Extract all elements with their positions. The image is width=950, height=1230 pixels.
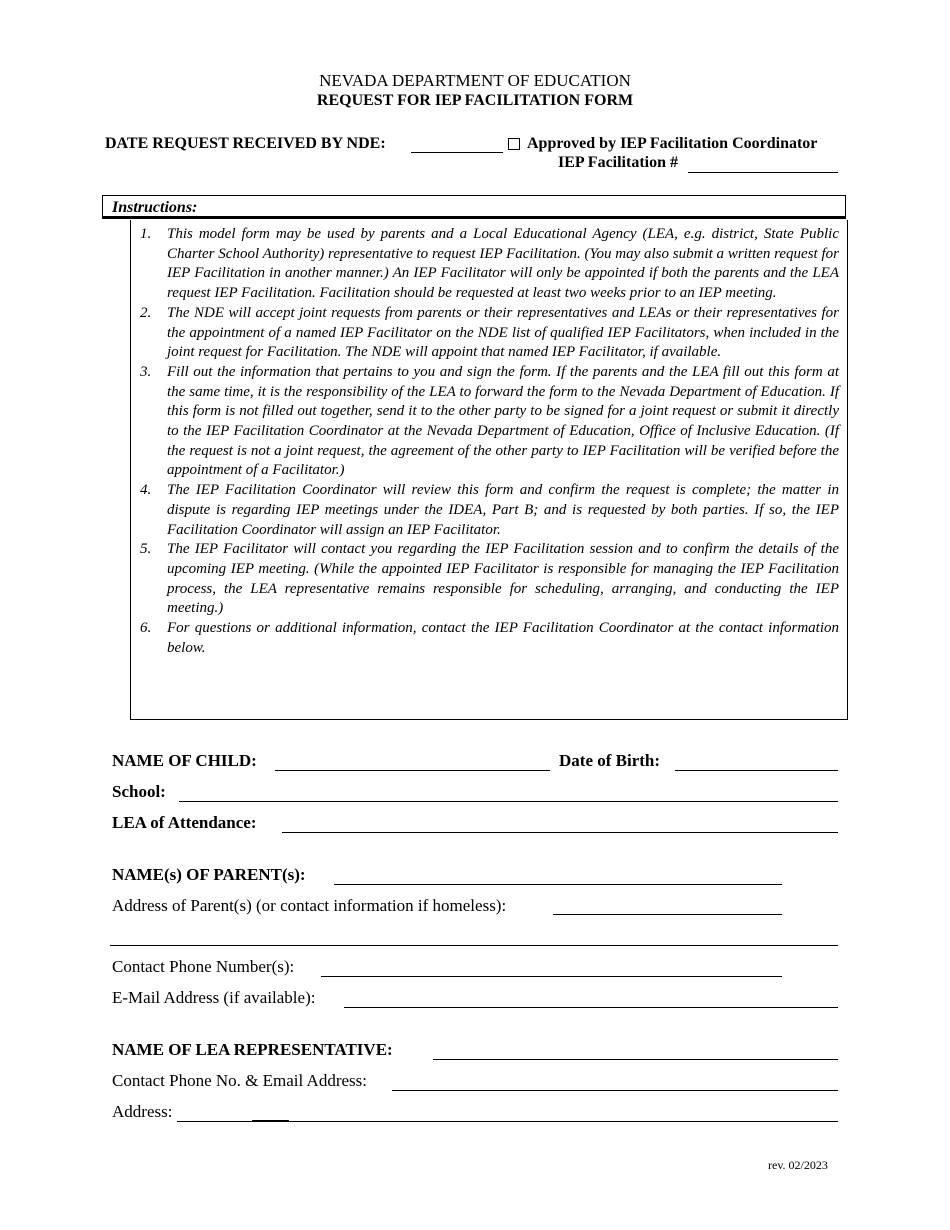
approved-checkbox[interactable] [508,138,520,150]
lea-rep-address-label: Address: [112,1102,173,1121]
facilitation-number-field[interactable] [688,172,838,173]
school-field[interactable] [179,801,838,802]
instruction-item [137,225,839,304]
date-of-birth-label: Date of Birth: [559,751,661,770]
lea-attendance-label: LEA of Attendance: [112,813,257,832]
parent-phone-field[interactable] [321,976,782,977]
parent-name-label: NAME(s) OF PARENT(s): [112,865,306,884]
lea-rep-name-label: NAME OF LEA REPRESENTATIVE: [112,1040,393,1059]
instruction-item [137,619,839,658]
instruction-text: The IEP Facilitator will contact you regarding the IEP Facilitation session and to confirm the details of the upcoming IEP meeting. (While the appointed IEP Facilitator is responsible for managing the IEP Facilitation process, the LEA representative remains responsible for scheduling, arranging, and conducting the IEP meeting.) [167,541,839,617]
instruction-text: This model form may be used by parents and a Local Educational Agency (LEA, e.g. district, State Public Charter School Authority) representative to request IEP Facilitation. (You may also submit a written request for IEP Facilitation in another manner.) An IEP Facilitator will only be appointed if both the parents and the LEA request IEP Facilitation. Facilitation should be requested at least two weeks prior to an IEP meeting. [167,226,839,302]
instruction-item [137,481,839,540]
school-label: School: [112,782,166,801]
instructions-header [102,195,846,219]
instructions-list [137,225,839,658]
instruction-number: 2. [140,304,152,321]
instruction-number: 6. [140,620,152,637]
approved-label: Approved by IEP Facilitation Coordinator [527,135,818,152]
parent-email-field[interactable] [344,1007,838,1008]
parent-email-label: E-Mail Address (if available): [112,988,316,1007]
date-of-birth-field[interactable] [675,770,838,771]
instruction-number: 4. [140,482,152,499]
instruction-number: 5. [140,541,152,558]
parent-address-field[interactable] [553,914,782,915]
instruction-text: The NDE will accept joint requests from parents or their representatives and LEAs or their representatives for the appointment of a named IEP Facilitator on the NDE list of qualified IEP Facilitators, when included in the joint request for Facilitation. The NDE will appoint that named IEP Facilitator, if available. [167,304,839,361]
child-name-field[interactable] [275,770,550,771]
form-title: REQUEST FOR IEP FACILITATION FORM [316,92,634,109]
instruction-item [137,363,839,481]
instruction-item [137,304,839,363]
instruction-text: The IEP Facilitation Coordinator will review this form and confirm the request is complete; the matter in dispute is regarding IEP meetings under the IDEA, Part B; and is requested by both parties. If so, the IEP Facilitation Coordinator will assign an IEP Facilitator. [167,482,839,538]
parent-phone-label: Contact Phone Number(s): [112,957,295,976]
date-received-field[interactable] [411,152,503,153]
child-name-label: NAME OF CHILD: [112,751,257,770]
lea-rep-name-field[interactable] [433,1059,838,1060]
facilitation-number-label: IEP Facilitation # [558,154,678,171]
instruction-item [137,540,839,619]
revision-date: rev. 02/2023 [768,1158,828,1172]
lea-rep-contact-label: Contact Phone No. & Email Address: [112,1071,367,1090]
parent-address-field-line-2[interactable] [110,945,838,946]
instruction-text: Fill out the information that pertains to you and sign the form. If the parents and the LEA fill out this form at the same time, it is the responsibility of the LEA to forward the form to the Nevada Department of Education. If this form is not filled out together, send it to the other party to be signed for a joint request or submit it directly to the IEP Facilitation Coordinator at the Nevada Department of Education, Office of Inclusive Education. (If the request is not a joint request, the agreement of the other party to IEP Facilitation will be verified before the appointment of a Facilitator.) [167,363,839,479]
instructions-heading: Instructions: [112,199,198,216]
instruction-number: 1. [140,226,152,242]
instruction-text: For questions or additional information, contact the IEP Facilitation Coordinator at the contact information below. [167,620,839,656]
lea-rep-contact-field[interactable] [392,1090,838,1091]
parent-address-label: Address of Parent(s) (or contact information if homeless): [112,896,507,915]
address-field-mark [252,1120,289,1122]
agency-name: NEVADA DEPARTMENT OF EDUCATION [319,71,631,90]
date-received-label: DATE REQUEST RECEIVED BY NDE: [105,135,386,152]
lea-attendance-field[interactable] [282,832,838,833]
parent-name-field[interactable] [334,884,782,885]
instruction-number: 3. [140,363,152,380]
